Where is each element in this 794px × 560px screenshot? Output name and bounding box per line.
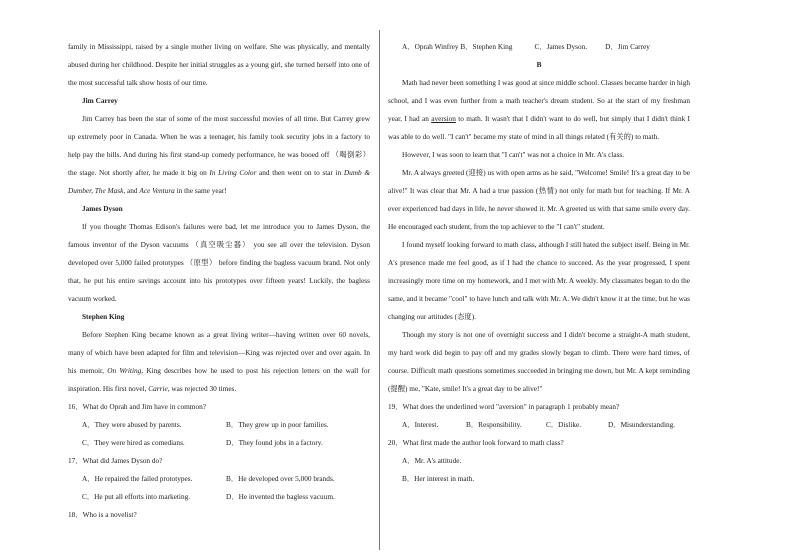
question-18: 18．Who is a novelist? bbox=[68, 510, 137, 519]
option-17c: C．He put all efforts into marketing. bbox=[82, 492, 191, 501]
option-16d: D．They found jobs in a factory. bbox=[226, 438, 323, 447]
option-18d: D．Jim Carrey bbox=[605, 42, 650, 51]
option-20b: B．Her interest in math. bbox=[402, 474, 475, 483]
question-16-options-row2 bbox=[68, 434, 370, 452]
option-20a: A．Mr. A's attitude. bbox=[402, 456, 462, 465]
option-16a: A．They were abused by parents. bbox=[82, 420, 182, 429]
option-17d: D．He invented the bagless vacuum. bbox=[226, 492, 335, 501]
question-17: 17．What did James Dyson do? bbox=[68, 456, 163, 465]
option-18ab: A．Oprah Winfrey B．Stephen King bbox=[402, 42, 513, 51]
passage-b-paragraph-4: I found myself looking forward to math class, although I still hated the subject itself. Being in Mr. A's presence made me feel good, as if I had the chance to succeed. As the year progressed, I spent increasingly more time on my homework, and I met with Mr. A weekly. My classmates began to do the same, and it became "cool" to have lunch and talk with Mr. A. We didn't know it at the time, but he was changing our attitudes (态度). bbox=[388, 240, 691, 321]
paragraph-oprah-continued: family in Mississippi, raised by a single mother living on welfare. She was physically, and mentally abused during her childhood. Despite her initial struggles as a young girl, she turned herself into one of the most successful talk show hosts of our time. bbox=[68, 42, 370, 87]
question-16: 16．What do Oprah and Jim have in common? bbox=[68, 402, 206, 411]
heading-stephen-king: Stephen King bbox=[82, 312, 125, 321]
option-18c: C．James Dyson. bbox=[534, 42, 588, 51]
paragraph-james-dyson: If you thought Thomas Edison's failures were bad, let me introduce you to James Dyson, the famous inventor of the Dyson vacuums （真空吸尘器） you see all over the television. Dyson developed over 5,000 failed prototypes （原型） before finding the bagless vacuum brand. Not only that, he put his entire savings account into his prototypes over fifteen years! Luckily, the bagless vacuum worked. bbox=[68, 222, 370, 303]
question-20: 20．What first made the author look forward to math class? bbox=[388, 438, 564, 447]
section-b-heading: B bbox=[536, 60, 542, 69]
right-column bbox=[388, 38, 690, 488]
passage-b-paragraph-1: Math had never been something I was good at since middle school. Classes became harder in high school, and I was even further from a math teacher's dream student. So at the start of my freshman year, I had an aversion to math. It wasn't that I didn't want to do well, but simply that I didn't think I was able to do well. "I can't" became my state of mind in all things related (有关的) to math. bbox=[388, 78, 690, 141]
option-16b: B．They grew up in poor families. bbox=[226, 420, 329, 429]
paragraph-jim-carrey: Jim Carrey has been the star of some of the most successful movies of all time. But Carrey grew up extremely poor in Canada. When he was a teenager, his family took security jobs in a factory to help pay the bills. And during his first stand-up comedy performance, he was booed off （喝倒彩） the stage. Not shortly after, he made it big on In Living Color and then went on to star in Dumb & Dumber, The Mask, and Ace Ventura in the same year! bbox=[68, 114, 370, 195]
paragraph-stephen-king: Before Stephen King became known as a great living writer—having written over 60 novels, many of which have been adapted for film and television—King was rejected over and over again. In his memoir, On Writing, King describes how he used to post his rejection letters on the wall for inspiration. His first novel, Carrie, was rejected 30 times. bbox=[68, 330, 370, 393]
question-18-options bbox=[388, 38, 690, 56]
option-17b: B．He developed over 5,000 brands. bbox=[226, 474, 335, 483]
question-19: 19．What does the underlined word "aversion" in paragraph 1 probably mean? bbox=[388, 402, 620, 411]
column-divider bbox=[379, 30, 380, 550]
question-16-options-row1 bbox=[68, 416, 370, 434]
left-column bbox=[68, 38, 370, 524]
option-19b: B．Responsibility. bbox=[466, 420, 522, 429]
option-19d: D．Misunderstanding. bbox=[608, 420, 676, 429]
heading-jim-carrey: Jim Carrey bbox=[82, 96, 118, 105]
option-17a: A．He repaired the failed prototypes. bbox=[82, 474, 193, 483]
option-19c: C．Dislike. bbox=[546, 420, 582, 429]
question-17-options-row1 bbox=[68, 470, 370, 488]
question-19-options bbox=[388, 416, 690, 434]
option-19a: A．Interest. bbox=[402, 420, 439, 429]
question-17-options-row2 bbox=[68, 488, 370, 506]
passage-b-paragraph-2: However, I was soon to learn that "I can't" was not a choice in Mr. A's class. bbox=[402, 150, 625, 159]
heading-james-dyson: James Dyson bbox=[82, 204, 123, 213]
passage-b-paragraph-3: Mr. A always greeted (迎接) us with open arms as he said, "Welcome! Smile! It's a great day to be alive!" It was clear that Mr. A had a true passion (热情) not only for math but for teaching. If Mr. A ever experienced bad days in life, he never showed it. Mr. A greeted us with that same smile every day. He encouraged each student, from the top achiever to the "I can't" student. bbox=[388, 168, 690, 231]
option-16c: C．They were hired as comedians. bbox=[82, 438, 185, 447]
underlined-word-aversion: aversion bbox=[431, 114, 456, 123]
passage-b-paragraph-5: Though my story is not one of overnight success and I didn't become a straight-A math student, my hard work did begin to pay off and my grades slowly began to climb. There were hard times, of course. Difficult math questions sometimes succeeded in bringing me down, but Mr. A kept reminding (提醒) me, "Kate, smile! It's a great day to be alive!" bbox=[388, 330, 690, 393]
